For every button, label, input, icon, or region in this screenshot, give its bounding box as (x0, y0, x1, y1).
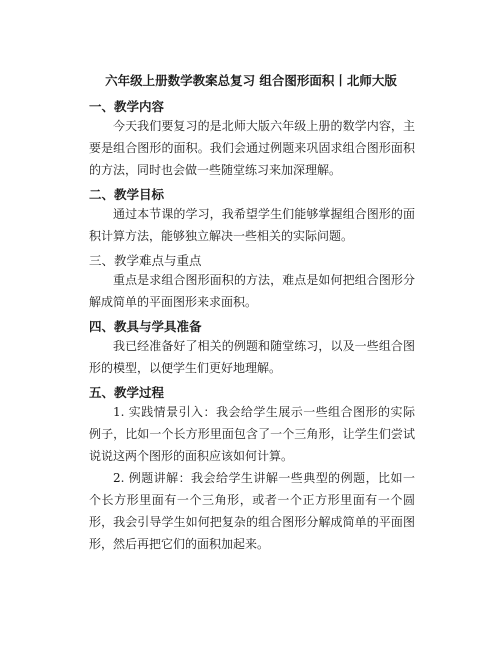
section-heading-materials: 四、教具与学具准备 (89, 319, 202, 334)
document-title: 六年级上册数学教案总复习 组合图形面积丨北师大版 (105, 73, 397, 88)
section-paragraph-focus: 重点是求组合图形面积的方法，难点是如何把组合图形分解成简单的平面图形来求面积。 (89, 273, 415, 309)
section-paragraph-process-2: 2. 例题讲解：我会给学生讲解一些典型的例题，比如一个长方形里面有一个三角形，或者一个正方形里面有一个圆形，我会引导学生如何把复杂的组合图形分解成简单的平面图形，然后再把它们的面积加起来。 (89, 471, 415, 551)
section-heading-focus: 三、教学难点与重点 (89, 253, 202, 268)
section-heading-goals: 二、教学目标 (89, 187, 165, 202)
section-paragraph-content: 今天我们要复习的是北师大版六年级上册的数学内容，主要是组合图形的面积。我们会通过例题来巩固求组合图形面积的方法，同时也会做一些随堂练习来加深理解。 (89, 119, 415, 177)
section-heading-process: 五、教学过程 (89, 385, 165, 400)
section-paragraph-goals: 通过本节课的学习，我希望学生们能够掌握组合图形的面积计算方法，能够独立解决一些相关的实际问题。 (89, 207, 415, 243)
section-heading-content: 一、教学内容 (89, 99, 165, 114)
section-paragraph-materials: 我已经准备好了相关的例题和随堂练习，以及一些组合图形的模型，以便学生们更好地理解。 (89, 339, 415, 375)
section-paragraph-process-1: 1. 实践情景引入：我会给学生展示一些组合图形的实际例子，比如一个长方形里面包含了一个三角形，让学生们尝试说说这两个图形的面积应该如何计算。 (89, 405, 415, 463)
